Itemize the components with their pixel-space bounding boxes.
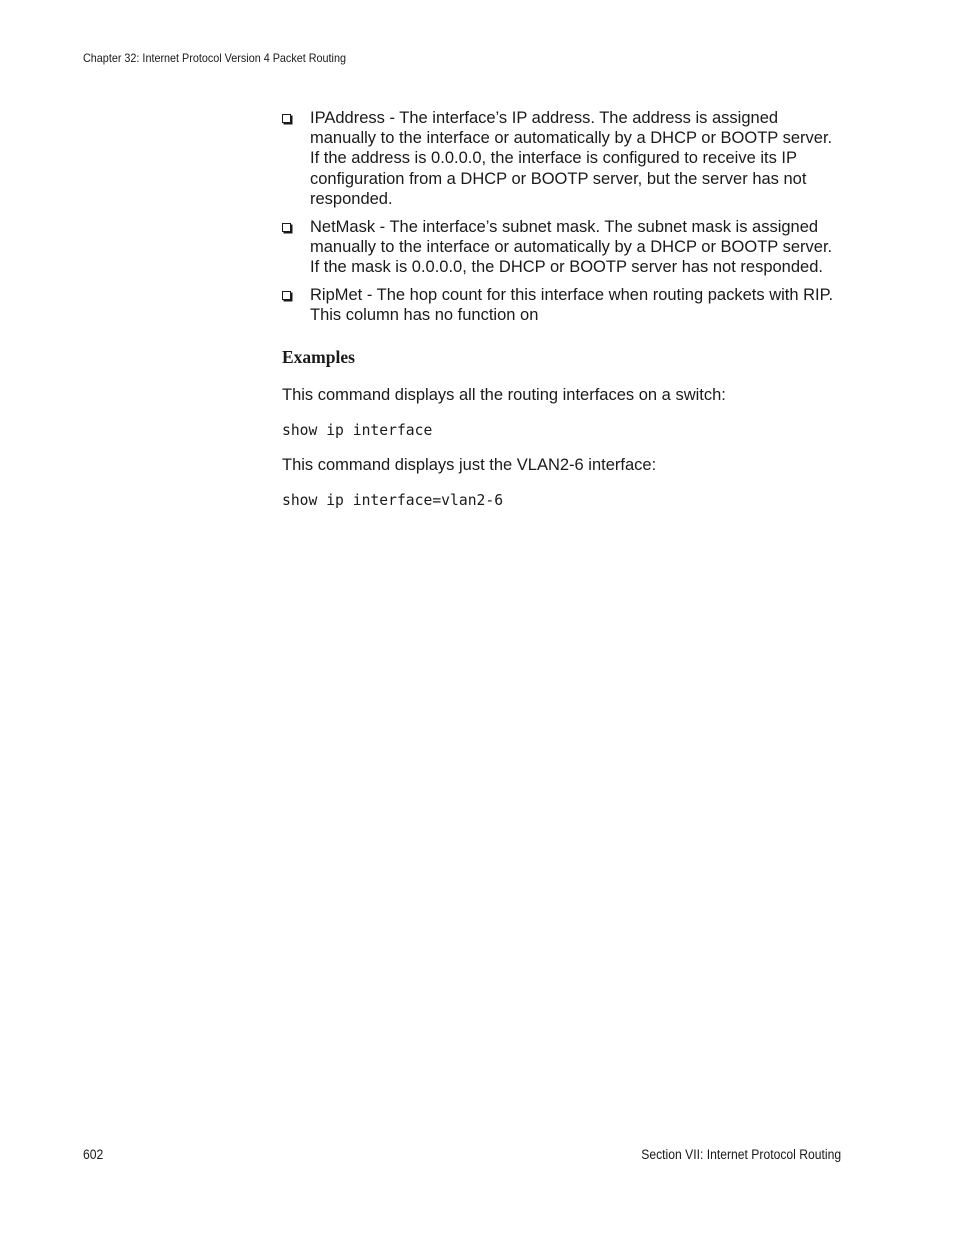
list-item	[282, 217, 842, 278]
checkbox-bullet-icon	[282, 114, 291, 123]
field-description-list	[282, 108, 842, 325]
list-item-text: RipMet - The hop count for this interface when routing packets with RIP. This column has no function on	[310, 285, 834, 325]
list-item-text: NetMask - The interface’s subnet mask. The subnet mask is assigned manually to the interface or automatically by a DHCP or BOOTP server. If the mask is 0.0.0.0, the DHCP or BOOTP server has not responded.	[310, 217, 833, 277]
list-item	[282, 285, 842, 325]
checkbox-bullet-icon	[282, 291, 291, 300]
running-header: Chapter 32: Internet Protocol Version 4 Packet Routing	[83, 51, 346, 65]
list-item-text: IPAddress - The interface’s IP address. The address is assigned manually to the interface or automatically by a DHCP or BOOTP server. If the address is 0.0.0.0, the interface is configured to receive its IP configuration from a DHCP or BOOTP server, but the server has not responded.	[310, 109, 833, 208]
code-example-1: show ip interface	[282, 422, 433, 440]
footer-section-title: Section VII: Internet Protocol Routing	[641, 1147, 841, 1162]
checkbox-bullet-icon	[282, 223, 291, 232]
page-number: 602	[83, 1147, 104, 1162]
body-column	[282, 108, 842, 511]
example-description-2: This command displays just the VLAN2-6 interface:	[282, 456, 657, 475]
list-item	[282, 108, 842, 209]
examples-heading: Examples	[282, 347, 355, 368]
example-description-1: This command displays all the routing interfaces on a switch:	[282, 386, 726, 405]
code-example-2: show ip interface=vlan2-6	[282, 492, 504, 510]
